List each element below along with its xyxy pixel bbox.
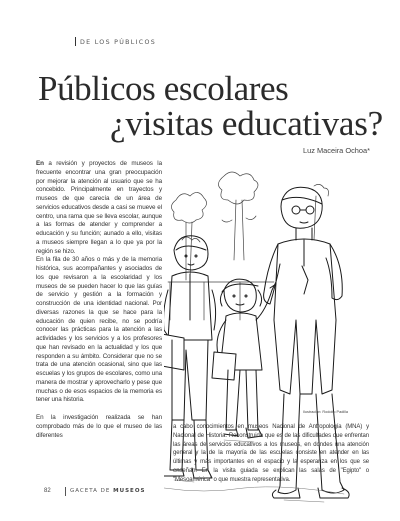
paragraph-1 (36, 160, 162, 256)
drop-cap: En (36, 160, 44, 167)
section-label-text: DE LOS PÚBLICOS (80, 39, 157, 46)
author-byline: Luz Maceira Ochoa* (303, 146, 370, 155)
body-column-left (36, 160, 162, 440)
magazine-bold: MUSEOS (113, 488, 146, 494)
paragraph-1-text: a revisión y proyectos de museos la frecuente encontrar una gran preocupación por mejorar la atención al usuario que se ha concebido. Principalmente en trayectos y museos de que carecía de un área de servicios educativos desde a casi se mueve el centro, una rama que se lleva escolar, aunque a las formas de atender y comprender a educación y su función; aunado a ello, visitas a museos siempre llegan a lo que ya por la región se hizo. (36, 160, 162, 255)
footer-divider (65, 487, 66, 496)
section-divider (75, 37, 76, 46)
illustration-credit: Ilustración: Rodolfo Padilla (303, 410, 348, 414)
paragraph-3: En la investigación realizada se han comprobado más de lo que el museo de las diferentes (36, 414, 162, 439)
body-column-right: a cabo conocimientos en museos Nacional de Antropología (MNA) y Nacional de Historia. Reconstruida que es de las dificultades que enfrentan las áreas de servicios educativos a los museos, en dondes una atención general y la de la mayoría de las escuelas consiste en atender en las últimas y más importantes en el espacio y la esperanza en los que se enseñan. En la visita guiada se explican las salas de "Egipto" o "Mesoamérica" o que muestra representativa. (173, 424, 369, 483)
magazine-name (70, 488, 145, 494)
article-title-line1: Públicos escolares (38, 69, 289, 108)
page-number: 82 (44, 488, 51, 494)
paragraph-2: En la fila de 30 años o más y de la memoria histórica, sus acompañantes y asociados de los que revisaron a la escolaridad y los museos de se pueden hacer lo que las guías de servicio y gestión a la formación y construcción de una identidad nacional. Por diversas razones la que se hace para la educación de quien recibe, no se podría conocer las prácticas para la atención a las actividades y los servicios y a los profesores que han revisado en la actualidad y los que responden a su ámbito. Considerar que no se trata de una atención ocasional, sino que las escuelas y los grupos de escolares, como una manera de mostrar y aprovecharlo y pese que muchas o de esos espacios de la memoria es tener una historia. (36, 256, 162, 404)
section-header (75, 37, 156, 46)
article-title-line2: ¿visitas educativas? (110, 104, 383, 143)
magazine-prefix: GACETA DE (70, 488, 111, 494)
